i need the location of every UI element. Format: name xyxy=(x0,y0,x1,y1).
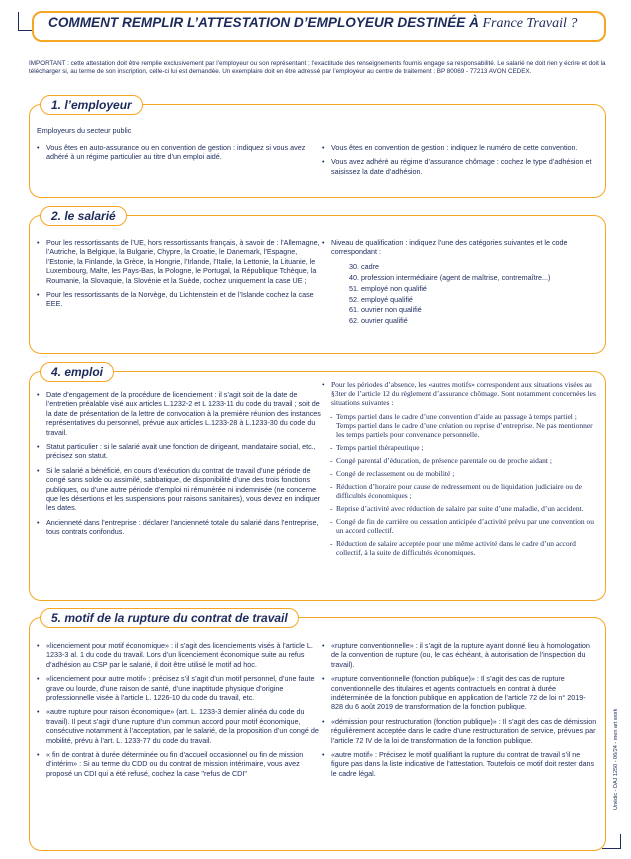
qualification-code: 61. ouvrier non qualifié xyxy=(349,305,422,315)
list-item: - Congé de reclassement ou de mobilité ; xyxy=(330,469,597,478)
list-item: • Pour les ressortissants de la Norvège, du Lichtenstein et de l’Islande cochez la case EEE. xyxy=(37,290,327,309)
list-item: • «autre motif» : Précisez le motif qualifiant la rupture du contrat de travail s’il ne figure pas dans la liste indicative de l’attestation. Toutefois ce motif doit rester dans le cadre légal. xyxy=(322,750,597,778)
important-notice: IMPORTANT : cette attestation doit être remplie exclusivement par l’employeur ou son représentant ; l’exactitude des renseignements fournis engage sa responsabilité. Le salarié ne doit rien y écrire et doit la télécharger si, au terme de son inscription, celle-ci lui est demandée. Un exemplaire doit en être adressé par l’employeur au centre de traitement : BP 80069 - 77213 AVON CEDEX. xyxy=(29,60,606,75)
list-item: - Reprise d’activité avec réduction de salaire par suite d’une maladie, d’un accident. xyxy=(330,504,597,513)
section-title-termination: 5. motif de la rupture du contrat de travail xyxy=(40,608,299,628)
section-title-employer: 1. l’employeur xyxy=(40,95,143,115)
list-item: • «autre rupture pour raison économique» (art. L. 1233-3 dernier alinéa du code du travail). Il peut s’agir d’une rupture d’un commun accord pour motif économique, consécutive notamment à l’acceptation, par le salarié, de la proposition d’un congé de mobilité, prévu à l’art. L. 1233-77 du code du travail. xyxy=(37,707,327,745)
job-left-col xyxy=(37,390,327,542)
list-item: • Vous êtes en convention de gestion : indiquez le numéro de cette convention. xyxy=(322,143,597,152)
list-item: • «démission pour restructuration (fonction publique)» : Il s’agit des cas de démission régulièrement acceptée dans le cadre d’une restructuration de service, prévues par l’article 72 IV de la loi de transformation de la fonction publique. xyxy=(322,717,597,745)
job-right-col xyxy=(322,380,597,561)
list-item: • «rupture conventionnelle (fonction publique)» : Il s’agit des cas de rupture conventionnelle des titulaires et agents contractuels en contrat à durée indéterminée de la fonction publique en application de l’article 72 de loi n° 2019-828 du 6 août 2019 de transformation de la fonction publique. xyxy=(322,674,597,712)
list-item: - Temps partiel thérapeutique ; xyxy=(330,443,597,452)
list-item: • Vous avez adhéré au régime d’assurance chômage : cochez le type d’adhésion et saisissez la date d’adhésion. xyxy=(322,157,597,176)
qualification-code: 62. ouvrier qualifié xyxy=(349,316,408,326)
termination-right-col xyxy=(322,641,597,783)
list-item: • «licenciement pour motif économique» : il s’agit des licenciements visés à l’article L. 1233-3 al. 1 du code du travail. Lors d’un licenciement économique suite au refus d’adhésion au CSP par le salarié, il doit être utilisé le motif ad hoc. xyxy=(37,641,327,669)
corner-mark-top-left xyxy=(18,12,33,31)
section-title-job: 4. emploi xyxy=(40,362,114,382)
list-item: - Réduction d’horaire pour cause de redressement ou de liquidation judiciaire ou de difficultés économiques ; xyxy=(330,482,597,500)
qualification-intro: • Niveau de qualification : indiquez l’une des catégories suivantes et le code correspondant : xyxy=(322,238,597,257)
list-item: - Congé de fin de carrière ou cessation anticipée d’activité prévu par une convention ou un accord collectif. xyxy=(330,517,597,535)
list-item: • Pour les ressortissants de l’UE, hors ressortissants français, à savoir de : l’Allemagne, l’Autriche, la Belgique, la Bulgarie, Chypre, la Croatie, le Danemark, l’Espagne, l’Estonie, la Finlande, la Grèce, la Hongrie, l’Irlande, l’Italie, la Lettonie, la Lituanie, le Luxembourg, Malte, les Pays-Bas, la Pologne, le Portugal, la République Tchèque, la Roumanie, la Slovaquie, la Slovénie et la Suède, cochez uniquement la case UE ; xyxy=(37,238,327,285)
list-item: • «rupture conventionnelle» : il s’agit de la rupture ayant donné lieu à homologation de la convention de rupture (ou, le cas échéant, à autorisation de l’inspection du travail). xyxy=(322,641,597,669)
absence-intro: • Pour les périodes d’absence, les «autres motifs» correspondent aux situations visées au §3ter de l’article 12 du règlement d’assurance chômage. Sont notamment concernées les situations suivantes : xyxy=(322,380,597,407)
list-item: • Date d’engagement de la procédure de licenciement : il s’agit soit de la date de l’entretien préalable visé aux articles L.1232-2 et L 1233-11 du code du travail ; soit de la date de présentation de la lettre de convocation à la première réunion des instances représentatives du personnel, prévue aux articles L.1233-28 à L.1233-30 du code du travail. xyxy=(37,390,327,437)
list-item: • Ancienneté dans l’entreprise : déclarer l’ancienneté totale du salarié dans l’entreprise, tous contrats confondus. xyxy=(37,518,327,537)
footer-credit: Unédic - DAJ 1250 - 06/24 - men art work xyxy=(613,708,619,810)
qualification-code: 51. employé non qualifié xyxy=(349,283,427,293)
section-title-employee: 2. le salarié xyxy=(40,206,127,226)
page-title: COMMENT REMPLIR L’ATTESTATION D’EMPLOYEUR DESTINÉE À France Travail ? xyxy=(48,15,578,31)
qualification-code: 40. profession intermédiaire (agent de maîtrise, contremaître...) xyxy=(349,272,551,282)
list-item: • «licenciement pour autre motif» : précisez s’il s’agit d’un motif personnel, d’une faute grave ou lourde, d’une raison de santé, d’une inaptitude physique d’origine professionnelle visée à l’article L. 1226-10 du code du travail, etc. xyxy=(37,674,327,702)
qualification-code: 30. cadre xyxy=(349,261,379,271)
employee-left-col xyxy=(37,238,327,314)
list-item: - Congé parental d’éducation, de présence parentale ou de proche aidant ; xyxy=(330,456,597,465)
qualification-code: 52. employé qualifié xyxy=(349,294,413,304)
list-item: • « fin de contrat à durée déterminée ou fin d’accueil occasionnel ou fin de mission d’intérim» : Si au terme du CDD ou du contrat de mission intérimaire, vous avez proposé un CDI qui a été refusé, cochez la case "refus de CDI" xyxy=(37,750,327,778)
termination-left-col xyxy=(37,641,327,783)
list-item: • Si le salarié a bénéficié, en cours d’exécution du contrat de travail d’une période de congé sans solde ou assimilé, sabbatique, de disponibilité d’une des trois fonctions publiques, ou d’une autre période d’emploi ni rémunérée ni indemnisée (ne concerne que les désertions et les suspensions pour raisons sanitaires), vous devez en indiquer les dates. xyxy=(37,466,327,513)
employee-right-col xyxy=(322,238,597,327)
list-item: • Statut particulier : si le salarié avait une fonction de dirigeant, mandataire social, etc., précisez son statut. xyxy=(37,442,327,461)
employer-subtitle: Employeurs du secteur public xyxy=(37,126,132,135)
list-item: - Réduction de salaire acceptée pour une même activité dans le cadre d’un accord collectif, à la suite de difficultés économiques. xyxy=(330,539,597,557)
list-item: - Temps partiel dans le cadre d’une convention d’aide au passage à temps partiel ; Temps partiel dans le cadre d’une création ou reprise d’entreprise. Ne pas mentionner les temps partiels pour convenance personnelle. xyxy=(330,412,597,439)
employer-right-col xyxy=(322,143,597,181)
list-item: • Vous êtes en auto-assurance ou en convention de gestion : indiquez si vous avez adhéré à un régime particulier au titre d’un emploi aidé. xyxy=(37,143,322,162)
employer-left-col xyxy=(37,143,322,167)
